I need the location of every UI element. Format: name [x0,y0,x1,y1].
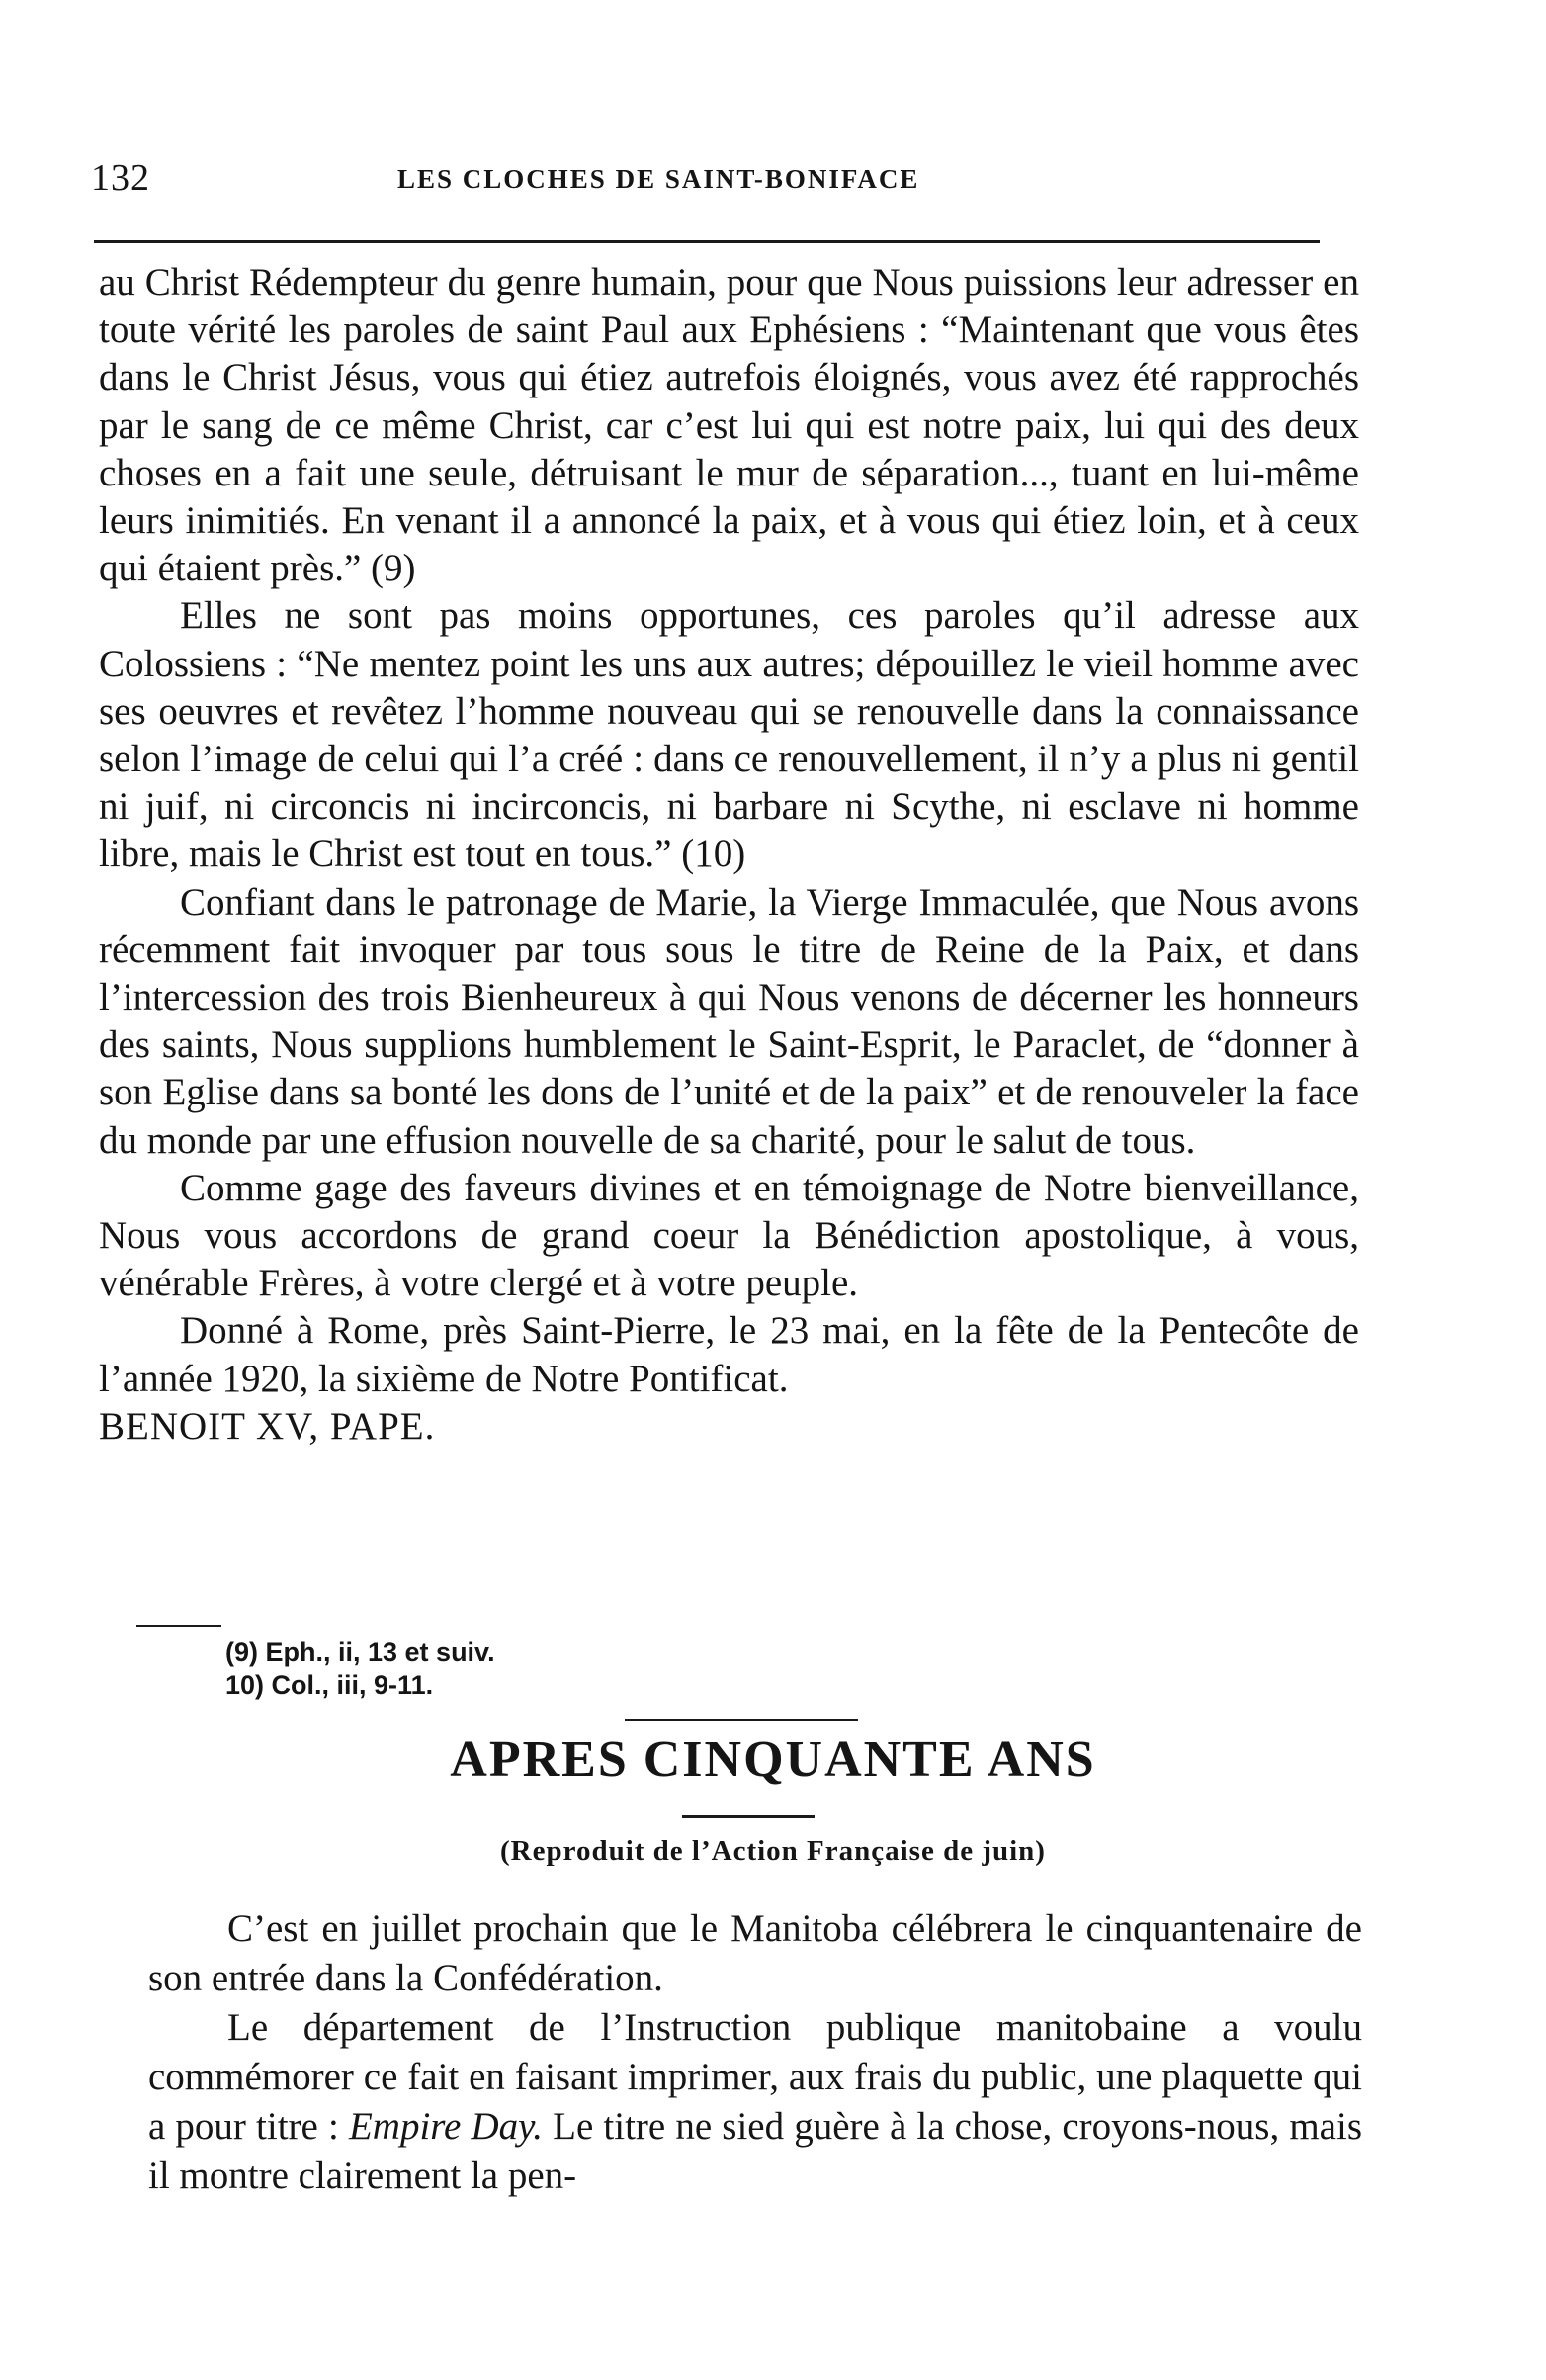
article-text: Le département de l’Instruction publique manitobaine a voulu commémorer ce fait en faisant imprimer, aux frais du public, une plaquette qui a pour titre : [148,2006,1362,2148]
article-paragraph: C’est en juillet prochain que le Manitoba célébrera le cinquantenaire de son entrée dans la Confédération. [148,1907,1362,1999]
footnotes [225,1636,917,1702]
footnote-rule [136,1625,221,1627]
article-body [148,1904,1362,2201]
article-source: (Reproduit de l’Action Française de juin) [500,1835,1046,1867]
letter-paragraph: au Christ Rédempteur du genre humain, pour que Nous puissions leur adresser en toute vérité les paroles de saint Paul aux Ephésiens : “Maintenant que vous êtes dans le Christ Jésus, vous qui étiez autrefois éloignés, vous avez été rapprochés par le sang de ce même Christ, car c’est lui qui est notre paix, lui qui des deux choses en a fait une seule, détruisant le mur de séparation..., tuant en lui-même leurs inimitiés. En venant il a annoncé la paix, et à vous qui étiez loin, et à ceux qui étaient près.” (9) [99,261,1359,590]
journal-title: LES CLOCHES DE SAINT-BONIFACE [397,164,920,194]
letter-paragraph: Comme gage des faveurs divines et en témoignage de Notre bienveillance, Nous vous accordons de grand coeur la Bénédiction apostolique, à vous, vénérable Frères, à votre clergé et à votre peuple. [99,1166,1359,1305]
signature: BENOIT XV, PAPE. [99,1404,436,1448]
letter-body [99,259,1359,1451]
title-rule-top [625,1719,858,1721]
letter-paragraph: Elles ne sont pas moins opportunes, ces paroles qu’il adresse aux Colossiens : “Ne mentez point les uns aux autres; dépouillez le vieil homme avec ses oeuvres et revêtez l’homme nouveau qui se renouvelle dans la connaissance selon l’image de celui qui l’a créé : dans ce renouvellement, il n’y a plus ni gentil ni juif, ni circoncis ni incirconcis, ni barbare ni Scythe, ni esclave ni homme libre, mais le Christ est tout en tous.” (10) [99,594,1359,876]
title-rule-bottom [682,1815,815,1818]
footnote: 10) Col., iii, 9-11. [225,1670,434,1700]
header-rule [94,240,1320,243]
page-number: 132 [91,157,150,199]
article-title: APRES CINQUANTE ANS [450,1731,1096,1788]
publication-title: Empire Day. [348,2105,544,2148]
letter-paragraph: Donné à Rome, près Saint-Pierre, le 23 mai, en la fête de la Pentecôte de l’année 1920, la sixième de Notre Pontificat. [99,1309,1359,1400]
running-head [91,156,1317,212]
letter-paragraph: Confiant dans le patronage de Marie, la Vierge Immaculée, que Nous avons récemment fait invoquer par tous sous le titre de Reine de la Paix, et dans l’intercession des trois Bienheureux à qui Nous venons de décerner les honneurs des saints, Nous supplions humblement le Saint-Esprit, le Paraclet, de “donner à son Eglise dans sa bonté les dons de l’unité et de la paix” et de renouveler la face du monde par une effusion nouvelle de sa charité, pour le salut de tous. [99,880,1359,1162]
article-paragraph [148,2003,1362,2201]
article-text: Le titre ne sied guère à la chose, croyons-nous, mais il montre clairement la pen- [148,2105,1363,2197]
footnote: (9) Eph., ii, 13 et suiv. [225,1637,495,1667]
